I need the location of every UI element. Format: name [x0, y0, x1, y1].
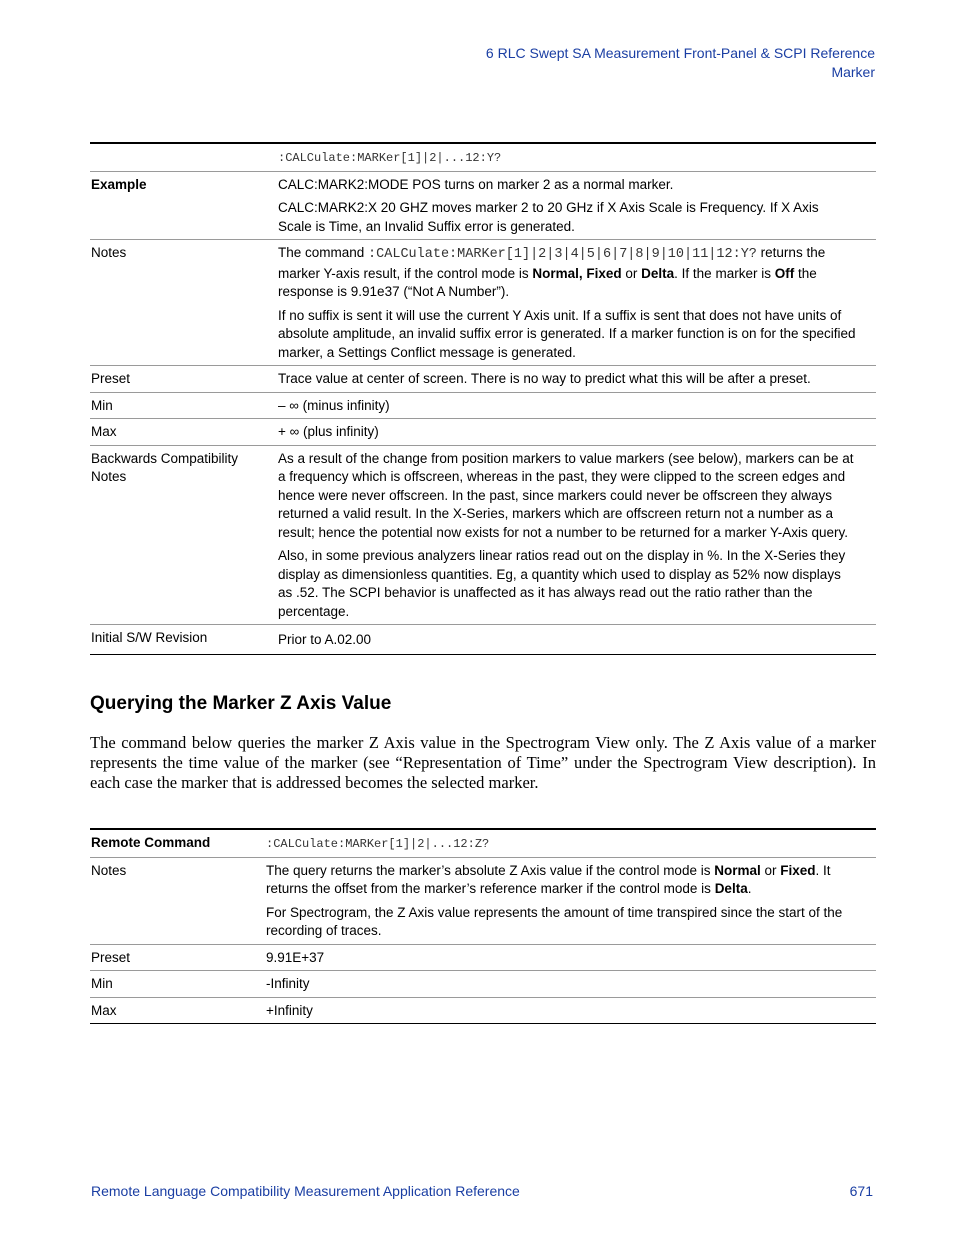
compat-paragraph-2: Also, in some previous analyzers linear ratios read out on the display in %. In the X-Series they display as dimensionless quantities. Eg, a quantity which used to display as 52% now displays as .52. The SCPI behavior is unaffected as it has always read out the ratio rather than the percentage.	[278, 548, 846, 619]
compat-paragraph-1: As a result of the change from position markers to value markers (see below), markers can be at a frequency which is offscreen, whereas in the past, they were clipped to the screen edges and hence were never offscreen. In the past, since markers could never be offscreen they always returned a valid result. In the X-Series, markers which are offscreen return not a number as a result; hence the potential now exists for not a number to be returned for a marker Y-Axis query.	[278, 450, 854, 540]
running-header	[486, 44, 875, 82]
max-label: Max	[90, 419, 277, 446]
compat-label: Backwards Compatibility Notes	[90, 445, 277, 625]
revision-label: Initial S/W Revision	[90, 625, 277, 655]
table-row	[90, 944, 876, 971]
example-line-1: CALC:MARK2:MODE POS turns on marker 2 as a normal marker.	[278, 176, 674, 192]
max-value: + ∞ (plus infinity)	[277, 419, 876, 446]
table-row	[90, 971, 876, 998]
table-row	[90, 445, 876, 625]
table-row	[90, 625, 876, 655]
table-row	[90, 857, 876, 944]
notes-command: :CALCulate:MARKer[1]|2|3|4|5|6|7|8|9|10|11|12:Y?	[368, 247, 757, 262]
table-row	[90, 419, 876, 446]
table-row	[90, 143, 876, 171]
notes-paragraph-1: The query returns the marker’s absolute Z Axis value if the control mode is Normal or Fixed. It returns the offset from the marker’s reference marker if the control mode is Delta.	[266, 862, 831, 896]
chapter-title: 6 RLC Swept SA Measurement Front-Panel & SCPI Reference	[485, 45, 875, 61]
section-body: The command below queries the marker Z Axis value in the Spectrogram View only. The Z Axis value of a marker represents the time value of the marker (see “Representation of Time” under the Spectrogram View description). In each case the marker that is addressed becomes the selected marker.	[90, 733, 876, 792]
notes-paragraph-1: The command :CALCulate:MARKer[1]|2|3|4|5|6|7|8|9|10|11|12:Y? returns the marker Y-axis result, if the control mode is Normal, Fixed or Delta. If the marker is Off the response is 9.91e37 (“Not A Number”).	[278, 245, 826, 299]
preset-value: Trace value at center of screen. There is no way to predict what this will be after a preset.	[277, 366, 876, 393]
query-command: :CALCulate:MARKer[1]|2|...12:Y?	[278, 151, 502, 165]
table-row	[90, 171, 876, 240]
section-name: Marker	[831, 64, 875, 80]
example-line-2: CALC:MARK2:X 20 GHZ moves marker 2 to 20 GHz if X Axis Scale is Frequency. If X Axis Scale is Time, an Invalid Suffix error is generated.	[278, 200, 819, 234]
table-row	[90, 366, 876, 393]
page-number: 671	[849, 1183, 873, 1199]
max-label: Max	[90, 997, 265, 1024]
revision-value: Prior to A.02.00	[277, 625, 876, 655]
marker-z-query-table	[90, 828, 876, 1024]
notes-label: Notes	[90, 240, 277, 366]
min-value: – ∞ (minus infinity)	[277, 392, 876, 419]
notes-label: Notes	[90, 857, 265, 944]
marker-y-query-table	[90, 142, 876, 655]
preset-label: Preset	[90, 944, 265, 971]
table-row	[90, 392, 876, 419]
min-value: -Infinity	[265, 971, 876, 998]
section-heading: Querying the Marker Z Axis Value	[90, 693, 392, 714]
notes-paragraph-2: If no suffix is sent it will use the current Y Axis unit. If a suffix is sent that does not have units of absolute amplitude, an invalid suffix error is generated. If a marker function is on for the specified marker, a Settings Conflict message is generated.	[278, 307, 856, 360]
footer-title: Remote Language Compatibility Measurement Application Reference	[91, 1183, 520, 1199]
table-row	[90, 829, 876, 857]
min-label: Min	[90, 971, 265, 998]
preset-value: 9.91E+37	[265, 944, 876, 971]
table-row	[90, 240, 876, 366]
min-label: Min	[90, 392, 277, 419]
max-value: +Infinity	[265, 997, 876, 1024]
notes-paragraph-2: For Spectrogram, the Z Axis value represents the amount of time transpired since the start of the recording of traces.	[266, 904, 843, 938]
table-row	[90, 997, 876, 1024]
remote-command: :CALCulate:MARKer[1]|2|...12:Z?	[266, 837, 490, 851]
remote-command-label: Remote Command	[90, 829, 265, 857]
preset-label: Preset	[90, 366, 277, 393]
example-label: Example	[90, 171, 277, 240]
